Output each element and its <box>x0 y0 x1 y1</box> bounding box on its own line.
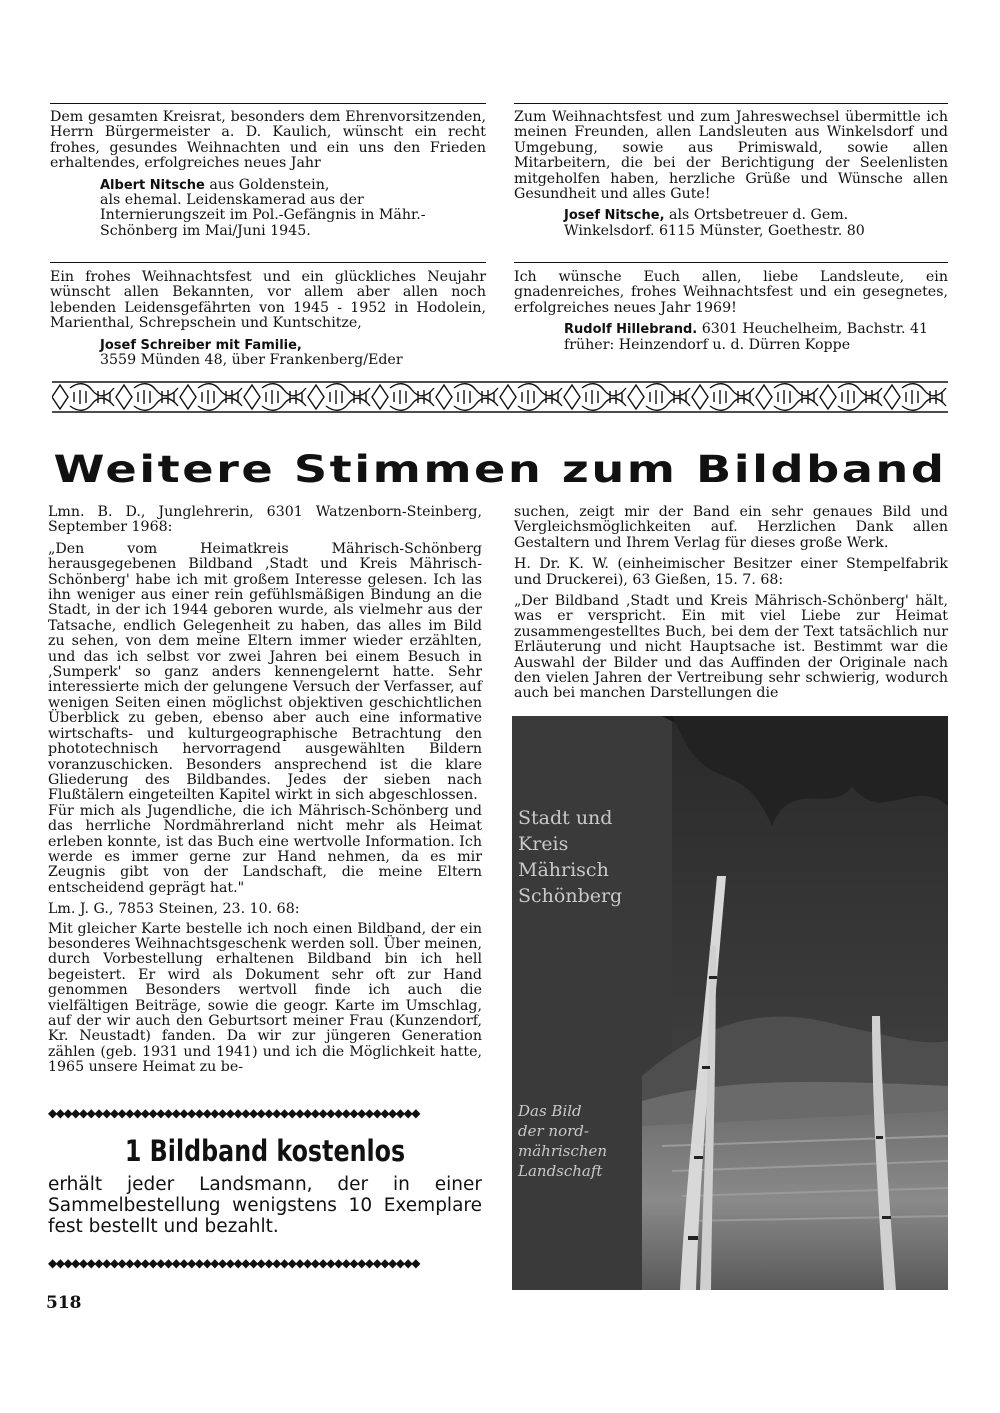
top-right-rule <box>514 103 948 104</box>
greeting-mid-left <box>50 270 486 368</box>
promo-title: 1 Bildband kostenlos <box>124 1134 406 1168</box>
signature-line: Schönberg im Mai/Juni 1945. <box>100 222 311 239</box>
promo-body: erhält jeder Landsmann, der in einer Sammelbestellung wenigstens 10 Exemplare fest bestellt und bezahlt. <box>48 1174 482 1237</box>
greeting-mid-right <box>514 270 948 353</box>
diamond-divider-top: ◆◆◆◆◆◆◆◆◆◆◆◆◆◆◆◆◆◆◆◆◆◆◆◆◆◆◆◆◆◆◆◆◆◆◆◆◆◆◆◆◆◆◆◆◆◆◆◆ <box>48 1106 419 1120</box>
signature-line: als Ortsbetreuer d. Gem. <box>669 207 849 224</box>
cover-caption-line: Das Bild <box>518 1102 582 1120</box>
cover-caption-line: mährischen <box>518 1142 608 1160</box>
greeting-text: Zum Weihnachtsfest und zum Jahreswechsel übermittle ich meinen Freunden, allen Landsleuten aus Winkelsdorf und Umgebung, sowie aus Primiswald, sowie allen Mitarbeitern, die bei der Berichtigung der Seelenlisten mitgeholfen haben, herzliche Grüße und Wünsche allen Gesundheit und alles Gute! <box>514 109 948 203</box>
greeting-signature <box>514 208 948 239</box>
cover-title-line: Mährisch <box>518 859 609 881</box>
greeting-text: Dem gesamten Kreisrat, besonders dem Ehrenvorsitzenden, Herrn Bürgermeister a. D. Kaulich, wünscht ein recht frohes, gesundes Weihnachten und ein uns den Frieden erhaltendes, erfolgreiches neues Jahr <box>50 109 486 172</box>
mid-right-rule <box>514 262 948 263</box>
letter-text: Mit gleicher Karte bestelle ich noch einen Bildband, der ein besonderes Weihnachtsgeschenk werden soll. Über meinen, durch Vorbestellung erhaltenen Bildband bin ich hell begeistert. Er wird als Dokument sehr oft zur Hand genommen Besonders wertvoll finde ich auch die vielfältigen Beiträge, sowie die geogr. Karte im Umschlag, auf der wir auch den Geburtsort meiner Frau (Kunzendorf, Kr. Neustadt) fanden. Da wir zur jüngeren Generation zählen (geb. 1931 und 1941) und ich die Möglichkeit hatte, 1965 unsere Heimat zu be- <box>48 920 482 1076</box>
diamond-divider-bottom: ◆◆◆◆◆◆◆◆◆◆◆◆◆◆◆◆◆◆◆◆◆◆◆◆◆◆◆◆◆◆◆◆◆◆◆◆◆◆◆◆◆◆◆◆◆◆◆◆ <box>48 1256 419 1270</box>
article-left-column <box>48 505 482 1076</box>
letter-quote: „Den vom Heimatkreis Mährisch-Schönberg herausgegebenen Bildband ‚Stadt und Kreis Mährisch-Schönberg' habe ich mit großem Interesse gelesen. Ich las ihn weniger aus einer rein gefühlsmäßigen Bindung an die Stadt, in der ich 1944 geboren wurde, als vielmehr aus der Tatsache, endlich Gelegenheit zu haben, das alles im Bild zu sehen, von dem meine Eltern immer wieder erzählten, und das ich selbst vor zwei Jahren bei einem Besuch in ‚Sumperk' so ganz anders kennengelernt hatte. Sehr interessierte mich der gelungene Versuch der Verfasser, auf wenigen Seiten einen möglichst objektiven geschichtlichen Überblick zu geben, ebenso aber auch eine informative wirtschafts- und kulturgeographische Betrachtung den phototechnisch hervorragend ausgewählten Bildern voranzuschicken. Besonders ansprechend ist die klare Gliederung des Bildbandes. Jedes der sieben nach Flußtälern eingeteilten Kapitel wirkt in sich abgeschlossen. <box>48 540 482 804</box>
signature-line: 3559 Münden 48, über Frankenberg/Eder <box>100 352 403 369</box>
greeting-signer: Rudolf Hillebrand. <box>564 322 698 338</box>
cover-title-line: Stadt und <box>518 807 613 829</box>
greeting-signature <box>514 322 948 353</box>
book-cover-illustration <box>512 716 948 1290</box>
promo-box <box>48 1134 482 1237</box>
cover-caption-line: Landschaft <box>518 1162 603 1180</box>
letter-text: suchen, zeigt mir der Band ein sehr genaues Bild und Vergleichsmöglichkeiten auf. Herzlichen Dank allen Gestaltern und Ihrem Verlag für dieses große Werk. <box>514 504 948 551</box>
cover-title-line: Kreis <box>518 833 569 855</box>
greeting-signature <box>50 338 486 369</box>
greeting-signer: Albert Nitsche <box>100 177 205 193</box>
signature-line: aus Goldenstein, <box>209 176 330 193</box>
letter-quote: „Der Bildband ‚Stadt und Kreis Mährisch-Schönberg' hält, was er verspricht. Ein mit viel Liebe zur Heimat zusammengestelltes Buch, bei dem der Text tatsächlich nur Erläuterung und nicht Hauptsache ist. Bestimmt war die Auswahl der Bilder und das Auffinden der Originale nach den vielen Jahren der Vertreibung sehr schwierig, wodurch auch bei manchen Darstellungen die <box>514 593 948 702</box>
greeting-text: Ein frohes Weihnachtsfest und ein glückliches Neujahr wünscht allen Bekannten, vor allem aber allen noch lebenden Leidensgefährten von 1945 - 1952 in Hodolein, Marienthal, Schrepschein und Kuntschitze, <box>50 269 486 332</box>
greeting-signer: Josef Schreiber mit Familie, <box>100 337 302 353</box>
page-number: 518 <box>46 1293 82 1313</box>
greeting-top-left <box>50 110 486 239</box>
greeting-text: Ich wünsche Euch allen, liebe Landsleute, ein gnadenreiches, frohes Weihnachtsfest und ein gesegnetes, erfolgreiches neues Jahr 1969! <box>514 269 948 316</box>
top-left-rule <box>50 103 486 104</box>
signature-line: Winkelsdorf. 6115 Münster, Goethestr. 80 <box>564 222 865 239</box>
letter-quote: Für mich als Jugendliche, die ich Mährisch-Schönberg und das herrliche Nordmährerland nicht mehr als Heimat erleben konnte, ist das Buch eine wertvolle Information. Ich werde es immer gerne zur Hand nehmen, da es mir Zeugnis gibt von der Landschaft, die meine Eltern entscheidend geprägt hat." <box>48 802 482 896</box>
cover-title-line: Schönberg <box>518 885 623 907</box>
signature-line: als ehemal. Leidenskamerad aus der <box>100 192 364 209</box>
article-right-column <box>514 505 948 702</box>
article-headline: Weitere Stimmen zum Bildband <box>53 448 947 491</box>
greeting-signer: Josef Nitsche, <box>564 208 665 224</box>
cover-caption-line: der nord- <box>518 1122 589 1140</box>
mid-left-rule <box>50 262 486 263</box>
signature-line: Internierungszeit im Pol.-Gefängnis in Mähr.- <box>100 207 426 224</box>
signature-line: 6301 Heuchelheim, Bachstr. 41 <box>701 321 929 338</box>
signature-line: früher: Heinzendorf u. d. Dürren Koppe <box>564 336 851 353</box>
book-cover-photo <box>512 716 948 1290</box>
letter-author: Lmn. B. D., Junglehrerin, 6301 Watzenborn-Steinberg, September 1968: <box>48 504 482 536</box>
letter-author: Lm. J. G., 7853 Steinen, 23. 10. 68: <box>48 901 300 918</box>
letter-author: H. Dr. K. W. (einheimischer Besitzer einer Stempelfabrik und Druckerei), 63 Gießen, 15. 7. 68: <box>514 556 948 588</box>
greeting-top-right <box>514 110 948 239</box>
greeting-signature <box>50 178 486 240</box>
ornamental-border <box>52 380 948 414</box>
